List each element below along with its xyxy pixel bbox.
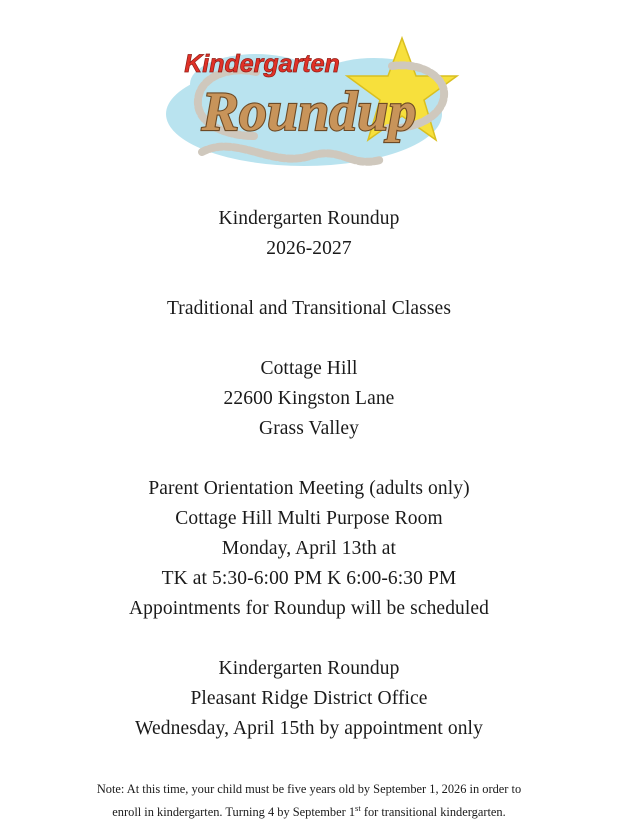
- kindergarten-roundup-logo: [144, 32, 474, 182]
- eligibility-note: [0, 780, 618, 822]
- logo-artwork: [144, 32, 474, 182]
- flyer-line: Pleasant Ridge District Office: [190, 688, 428, 709]
- flyer-line: Wednesday, April 15th by appointment only: [135, 718, 483, 739]
- note-text-part2: for transitional kindergarten.: [360, 805, 506, 820]
- note-text-part1: Note: At this time, your child must be five years old by September 1, 2026 in order to enroll in kindergarten. Turning 4 by September 1: [96, 782, 522, 820]
- spacer: [0, 324, 618, 354]
- note-ordinal-suffix: st: [355, 803, 361, 813]
- flyer-line: TK at 5:30-6:00 PM K 6:00-6:30 PM: [161, 568, 457, 589]
- flyer-line: Traditional and Transitional Classes: [166, 298, 452, 319]
- flyer-line: 2026-2027: [266, 238, 352, 259]
- flyer-line: Monday, April 13th at: [221, 538, 397, 559]
- spacer: [0, 624, 618, 654]
- logo-word-top: Kindergarten: [184, 50, 340, 78]
- flyer-line: Cottage Hill Multi Purpose Room: [175, 508, 443, 529]
- flyer-line: Kindergarten Roundup: [218, 208, 400, 229]
- flyer-line: Appointments for Roundup will be scheduled: [128, 598, 490, 619]
- flyer-page: [0, 32, 618, 832]
- flyer-line: Parent Orientation Meeting (adults only): [148, 478, 470, 499]
- spacer: [0, 264, 618, 294]
- spacer: [0, 444, 618, 474]
- flyer-line: Grass Valley: [259, 418, 359, 439]
- flyer-line: Cottage Hill: [260, 358, 358, 379]
- flyer-line: 22600 Kingston Lane: [223, 388, 395, 409]
- flyer-line: Kindergarten Roundup: [218, 658, 400, 679]
- flyer-body: [0, 204, 618, 744]
- logo-word-main: Roundup: [201, 81, 417, 143]
